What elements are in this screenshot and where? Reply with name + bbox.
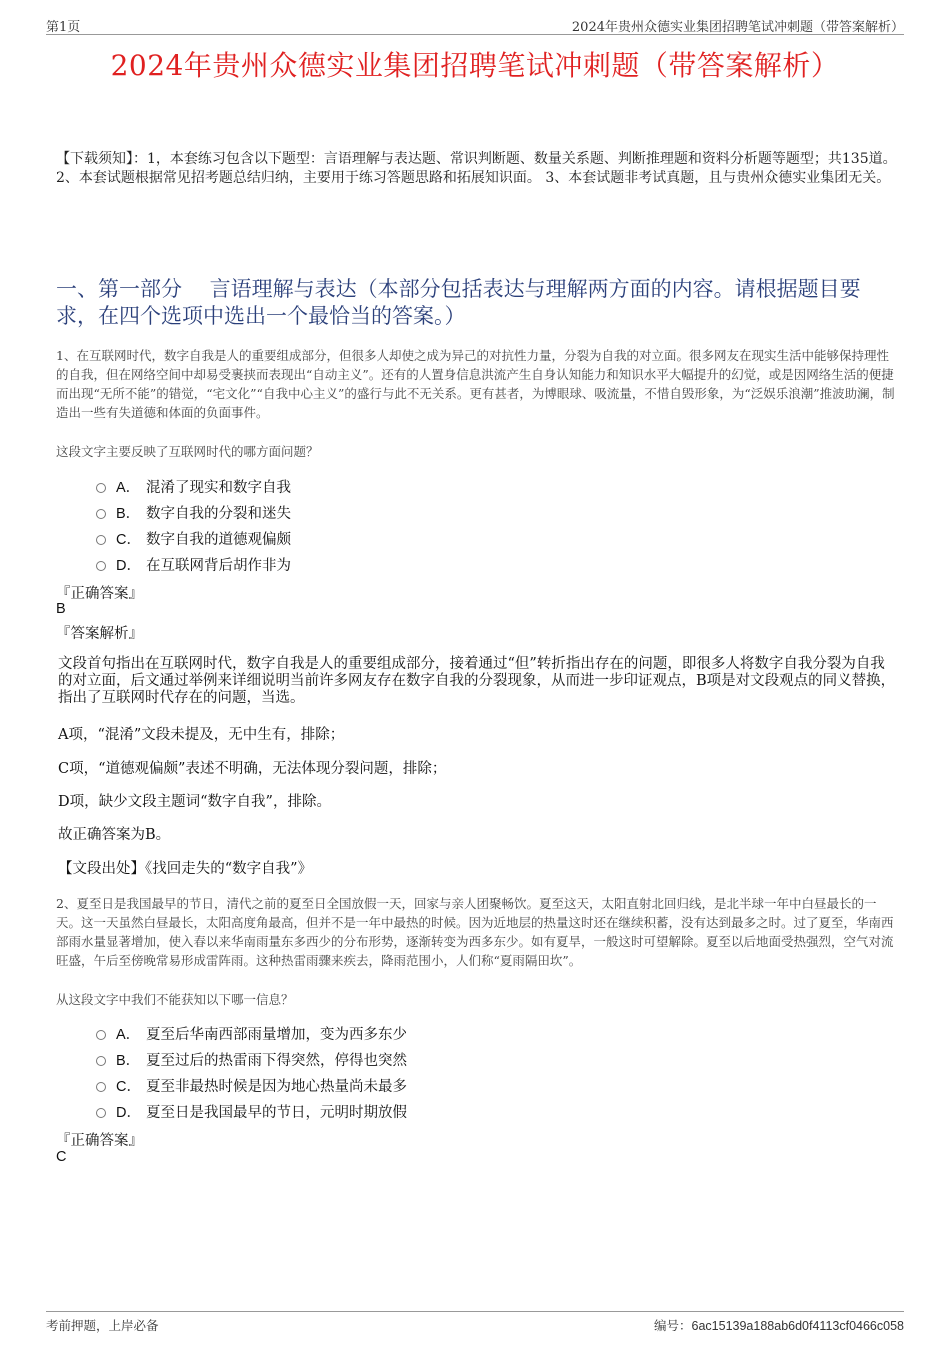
radio-icon[interactable]	[96, 1108, 106, 1118]
option-d[interactable]: D． 夏至日是我国最早的节日，元明时期放假	[96, 1098, 407, 1124]
radio-icon[interactable]	[96, 561, 106, 571]
option-b[interactable]: B． 夏至过后的热雷雨下得突然，停得也突然	[96, 1046, 407, 1072]
page-footer	[46, 1311, 904, 1333]
question-2-prompt: 从这段文字中我们不能获知以下哪一信息？	[56, 992, 294, 1007]
radio-icon[interactable]	[96, 509, 106, 519]
header-doc-title: 2024年贵州众德实业集团招聘笔试冲刺题（带答案解析）	[571, 20, 904, 35]
radio-icon[interactable]	[96, 1082, 106, 1092]
question-2-options	[96, 1020, 407, 1124]
download-notice: 【下载须知】：1，本套练习包含以下题型：言语理解与表达题、常识判断题、数量关系题、判断推理题和资料分析题等题型；共135道。 2、本套试题根据常见招考题总结归纳，主要用于练习答题思路和拓展知识面。 3、本套试题非考试真题，且与贵州众德实业集团无关。	[56, 151, 897, 186]
option-d[interactable]: D． 在互联网背后胡作非为	[96, 551, 291, 577]
answer-label: 『正确答案』	[56, 586, 143, 602]
answer-value: B	[56, 601, 66, 617]
option-c[interactable]: C． 夏至非最热时候是因为地心热量尚未最多	[96, 1072, 407, 1098]
answer-label: 『正确答案』	[56, 1133, 143, 1149]
analysis-paragraph: D项，缺少文段主题词“数字自我”，排除。	[58, 794, 331, 810]
footer-slogan: 考前押题，上岸必备	[46, 1318, 159, 1333]
question-1-stem: 1、在互联网时代，数字自我是人的重要组成部分，但很多人却使之成为异己的对抗性力量，分裂为自我的对立面。很多网友在现实生活中能够保持理性的自我，但在网络空间中却易受裹挟而表现出“自动主义”。还有的人置身信息洪流产生自身认知能力和知识水平大幅提升的幻觉，或是因网络生活的便捷而出现“无所不能”的错觉，“宅文化”“自我中心主义”的盛行与此不无关系。更有甚者，为博眼球、吸流量，不惜自毁形象，为“泛娱乐浪潮”推波助澜，制造出一些有失道德和体面的负面事件。	[56, 348, 895, 420]
radio-icon[interactable]	[96, 1030, 106, 1040]
answer-value: C	[56, 1149, 67, 1165]
analysis-paragraph: C项，“道德观偏颇”表述不明确，无法体现分裂问题，排除；	[58, 761, 447, 777]
document-code: 编号：6ac15139a188ab6d0f4113cf0466c058	[654, 1318, 904, 1333]
page-header	[46, 14, 904, 35]
document-title: 2024年贵州众德实业集团招聘笔试冲刺题（带答案解析）	[110, 49, 840, 82]
page-number: 第1页	[46, 20, 81, 35]
analysis-paragraph: A项，“混淆”文段未提及，无中生有，排除；	[58, 727, 345, 743]
option-c[interactable]: C． 数字自我的道德观偏颇	[96, 525, 291, 551]
option-a[interactable]: A． 夏至后华南西部雨量增加，变为西多东少	[96, 1020, 407, 1046]
question-1-prompt: 这段文字主要反映了互联网时代的哪方面问题？	[56, 444, 319, 459]
section-heading: 一、第一部分 言语理解与表达（本部分包括表达与理解两方面的内容。请根据题目要求，在四个选项中选出一个最恰当的答案。）	[56, 277, 861, 328]
radio-icon[interactable]	[96, 1056, 106, 1066]
radio-icon[interactable]	[96, 483, 106, 493]
question-1-options	[96, 473, 291, 577]
analysis-paragraph: 故正确答案为B。	[58, 827, 171, 843]
source-citation: 【文段出处】《找回走失的“数字自我”》	[58, 861, 313, 877]
analysis-label: 『答案解析』	[56, 626, 143, 642]
question-2-stem: 2、夏至日是我国最早的节日，清代之前的夏至日全国放假一天，回家与亲人团聚畅饮。夏至这天，太阳直射北回归线，是北半球一年中白昼最长的一天。这一天虽然白昼最长，太阳高度角最高，但并不是一年中最热的时候。因为近地层的热量这时还在继续积蓄，没有达到最多之时。过了夏至，华南西部雨水量显著增加，使入春以来华南雨量东多西少的分布形势，逐渐转变为西多东少。如有夏旱，一般这时可望解除。夏至以后地面受热强烈，空气对流旺盛，午后至傍晚常易形成雷阵雨。这种热雷雨骤来疾去，降雨范围小，人们称“夏雨隔田坎”。	[56, 896, 894, 968]
option-a[interactable]: A． 混淆了现实和数字自我	[96, 473, 291, 499]
radio-icon[interactable]	[96, 535, 106, 545]
option-b[interactable]: B． 数字自我的分裂和迷失	[96, 499, 291, 525]
analysis-paragraph: 文段首句指出在互联网时代，数字自我是人的重要组成部分，接着通过“但”转折指出存在的问题，即很多人将数字自我分裂为自我的对立面，后文通过举例来详细说明当前许多网友存在数字自我的分裂现象，从而进一步印证观点，B项是对文段观点的同义替换，指出了互联网时代存在的问题，当选。	[58, 656, 896, 706]
